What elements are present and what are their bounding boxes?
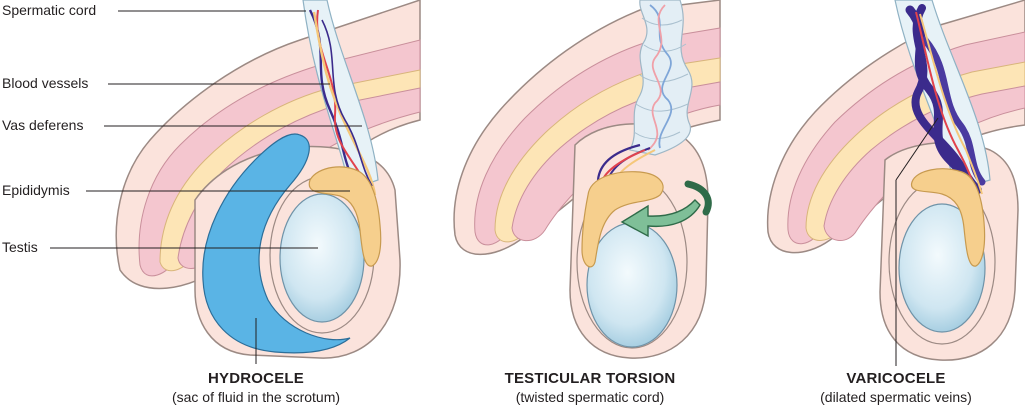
caption-title: HYDROCELE: [208, 370, 304, 387]
label-spermatic-cord: Spermatic cord: [2, 2, 97, 18]
caption-title: TESTICULAR TORSION: [504, 370, 676, 387]
label-vas-deferens: Vas deferens: [2, 117, 84, 133]
hydrocele-panel: [50, 0, 420, 364]
caption-subtitle: (sac of fluid in the scrotum): [171, 389, 341, 405]
torsion-panel: [454, 0, 720, 358]
label-testis: Testis: [2, 239, 38, 255]
caption-subtitle: (twisted spermatic cord): [515, 389, 665, 405]
caption-subtitle: (dilated spermatic veins): [820, 389, 972, 405]
label-epididymis: Epididymis: [2, 182, 70, 198]
caption-title: VARICOCELE: [846, 370, 946, 387]
caption-hydrocele: [126, 370, 386, 405]
caption-torsion: [460, 370, 720, 405]
varicocele-panel: [768, 0, 1025, 366]
testis: [280, 194, 364, 322]
caption-varicocele: [766, 370, 1025, 405]
testis: [587, 223, 677, 347]
label-blood-vessels: Blood vessels: [2, 75, 89, 91]
